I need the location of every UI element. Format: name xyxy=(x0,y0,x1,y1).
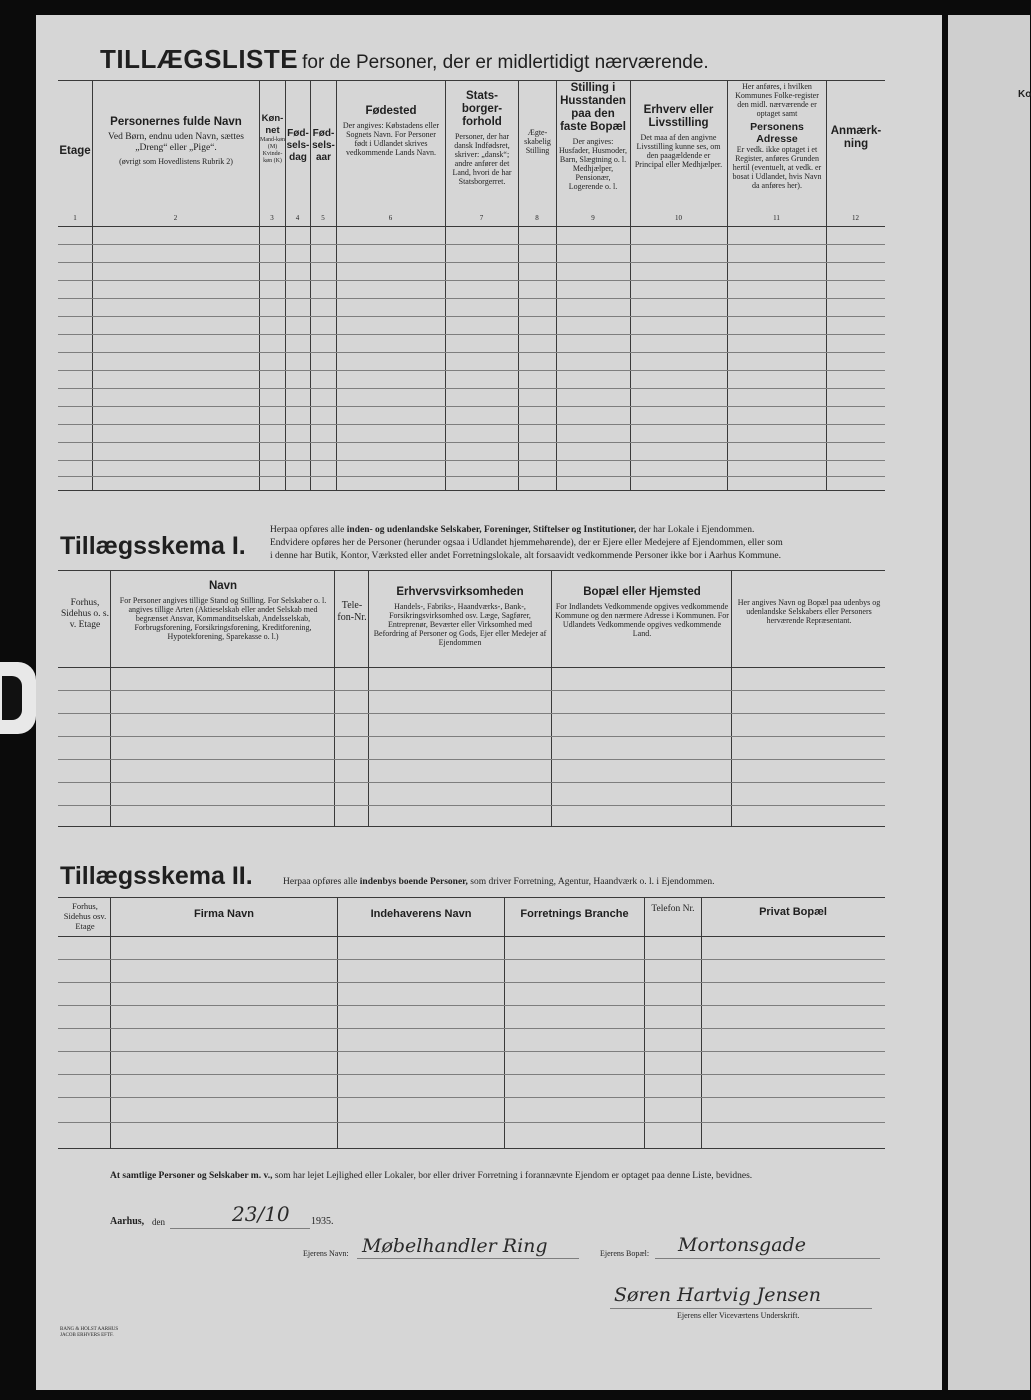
adjacent-page xyxy=(948,15,1030,1390)
binder-clip xyxy=(0,662,36,734)
title-main: TILLÆGSLISTE xyxy=(100,44,299,74)
col-birthday-header: Fød-sels-dag xyxy=(286,128,310,163)
adjacent-page-fragment: Ko xyxy=(1018,89,1031,100)
col-number: 11 xyxy=(773,214,780,222)
s1-col-etage: Forhus, Sidehus o. s. v. Etage xyxy=(60,598,110,630)
s1-col-representative: Her angives Navn og Bopæl paa udenbys og udenlandske Selskabers eller Personers herværende Repræsentant. xyxy=(737,598,881,625)
s2-col-telefon: Telefon Nr. xyxy=(651,904,695,914)
s2-col-etage: Forhus, Sidehus osv. Etage xyxy=(63,901,107,931)
col-number: 9 xyxy=(591,214,595,222)
owner-address-label: Ejerens Bopæl: xyxy=(600,1249,650,1258)
col-number: 8 xyxy=(535,214,539,222)
col-household-header: Stilling i Husstanden paa den faste Bopæl Der angives: Husfader, Husmoder, Barn, Slægtning o. l. Medhjælper, Pensionær, Logerende o. l. xyxy=(558,82,627,191)
date-handwritten: 23/10 xyxy=(232,1202,290,1226)
col-marital-header: Ægte-skabelig Stilling xyxy=(524,128,551,155)
s2-col-indehaver: Indehaverens Navn xyxy=(370,908,472,920)
col-number: 10 xyxy=(675,214,682,222)
printer-imprint: BANG & HOLST AARHUS JACOB ERHVERS EFTF. xyxy=(60,1327,119,1338)
skema1-title: Tillægsskema I. xyxy=(60,532,246,560)
skema2-description: Herpaa opføres alle indenbys boende Personer, som driver Forretning, Agentur, Haandværk o. l. i Ejendommen. xyxy=(283,877,715,887)
page-title xyxy=(100,44,709,75)
col-number: 7 xyxy=(479,214,484,222)
col-number: 4 xyxy=(295,214,300,222)
owner-name-value: Møbelhandler Ring xyxy=(362,1235,548,1257)
col-citizenship-header: Stats-borger-forhold Personer, der har dansk Indfødsret, skriver: „dansk“; andre anfører det Land, hvori de har Statsborgerret. xyxy=(452,90,512,186)
col-birthyear-header: Fød-sels-aar xyxy=(312,128,335,163)
city-label: Aarhus, xyxy=(110,1216,145,1227)
signature: Søren Hartvig Jensen xyxy=(614,1284,822,1306)
s1-col-bopael: Bopæl eller Hjemsted For Indlandets Vedkommende opgives vedkommende Kommune og den nærmere Adresse i Kommunen. For Udlandets Vedkommende opgives vedkommende Land. xyxy=(555,586,729,638)
s1-col-telefon: Tele-fon-Nr. xyxy=(337,600,367,623)
col-address-header: Her anføres, i hvilken Kommunes Folke-register den midl. nærværende er optaget samt Personens Adresse Er vedk. ikke optaget i et Register, anføres Grunden hertil (eventuelt, at vedk. er bosat i Udlandet, hvis Navn da anføres her). xyxy=(732,82,822,190)
col-number: 5 xyxy=(321,214,325,222)
col-remarks-header: Anmærk-ning xyxy=(830,125,882,150)
col-occupation-header: Erhverv eller Livsstilling Det maa af den angivne Livsstilling kunne ses, om den paagældende er Principal eller Medhjælper. xyxy=(634,104,723,169)
owner-address-value: Mortonsgade xyxy=(678,1234,806,1256)
skema1-description: Herpaa opføres alle inden- og udenlandske Selskaber, Foreninger, Stiftelser og Institutioner, der har Lokale i Ejendommen. Endvidere opføres her de Personer (herunder ogsaa i Udlandet hjemmehørende), der er Ejere eller Medejere af Ejendommen, eller som i denne har Butik, Kontor, Værksted eller andet Forretningslokale, alt forsaavidt vedkommende Personer ikke bor i Aarhus Kommune. xyxy=(270,525,783,561)
s1-col-erhverv: Erhvervsvirksomheden Handels-, Fabriks-, Haandværks-, Bank-, Forsikringsvirksomhed osv. Læge, Sagfører, Entreprenør, Beværter eller Virksomhed med Befordring af Personer og Gods, Ejer eller Medejer af Ejendommen xyxy=(373,586,547,647)
col-number: 12 xyxy=(852,214,859,222)
col-number: 1 xyxy=(73,214,77,222)
s1-col-navn: Navn For Personer angives tillige Stand og Stilling. For Selskaber o. l. angives tillige Arten (Aktieselskab eller andet Selskab med begrænset Ansvar, Kommanditselskab, Andelsselskab, Forbrugsforening, Forsikringsforening, Kreditforening, Hypotekforening, Sparekasse o. l.) xyxy=(119,580,327,641)
s2-col-bopael: Privat Bopæl xyxy=(759,906,827,918)
signature-label: Ejerens eller Viceværtens Underskrift. xyxy=(677,1311,800,1320)
den-label: den xyxy=(152,1217,165,1227)
col-number: 6 xyxy=(388,214,393,222)
s2-col-branche: Forretnings Branche xyxy=(520,908,629,920)
col-etage-header: Etage xyxy=(59,145,91,157)
col-number: 2 xyxy=(173,214,178,222)
title-rest: for de Personer, der er midlertidigt nærværende. xyxy=(302,52,709,73)
year-label: 1935. xyxy=(311,1216,334,1227)
owner-name-label: Ejerens Navn: xyxy=(303,1249,349,1258)
col-name-header: Personernes fulde Navn Ved Børn, endnu uden Navn, sættes „Dreng“ eller „Pige“. (øvrigt som Hovedlistens Rubrik 2) xyxy=(108,116,244,166)
skema2-title: Tillægsskema II. xyxy=(60,862,253,890)
col-sex-header: Køn-net Mand-køn (M) Kvinde-køn (K) xyxy=(260,113,285,164)
col-birthplace-header: Fødested Der angives: Købstadens eller Sognets Navn. For Personer født i Udlandet skrives vedkommende Lands Navn. xyxy=(342,105,440,157)
s2-col-firma: Firma Navn xyxy=(194,908,254,920)
col-number: 3 xyxy=(270,214,274,222)
declaration-statement: At samtlige Personer og Selskaber m. v., som har lejet Lejlighed eller Lokaler, bor eller driver Forretning i forannævnte Ejendom er optaget paa denne Liste, bevidnes. xyxy=(110,1171,753,1181)
